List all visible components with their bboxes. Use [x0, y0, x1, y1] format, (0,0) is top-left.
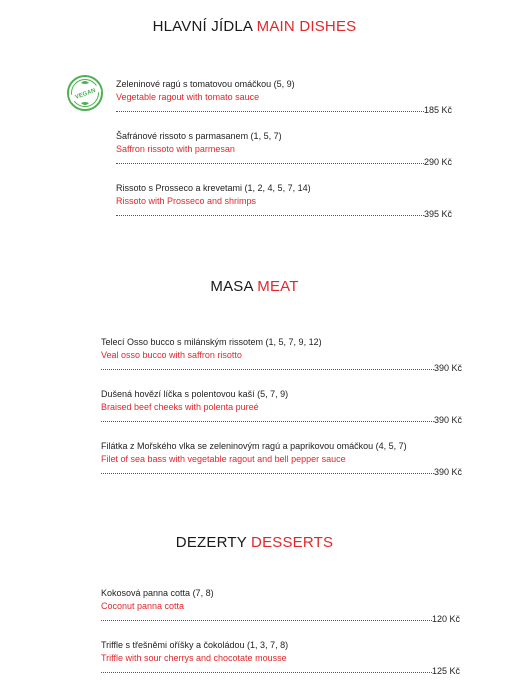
price-row [116, 157, 452, 167]
item-name-en: Triffle with sour cherrys and chocotate mousse [101, 653, 287, 663]
dotted-leader [101, 672, 460, 673]
item-name-en: Veal osso bucco with saffron risotto [101, 350, 242, 360]
item-price: 290 Kč [423, 157, 452, 167]
item-name-cz: Zeleninové ragú s tomatovou omáčkou (5, 9) [116, 79, 295, 89]
section-title-en: MEAT [257, 278, 299, 295]
vegan-badge-icon [66, 74, 104, 112]
item-price: 390 Kč [433, 415, 462, 425]
section-title-en: MAIN DISHES [256, 18, 357, 35]
price-row [116, 105, 452, 115]
dotted-leader [101, 620, 460, 621]
item-name-en: Saffron rissoto with parmesan [116, 144, 235, 154]
section-title-cz: DEZERTY [175, 534, 247, 551]
item-price: 390 Kč [433, 363, 462, 373]
item-name-en: Vegetable ragout with tomato sauce [116, 92, 260, 102]
price-row [116, 209, 452, 219]
item-name-cz: Kokosová panna cotta (7, 8) [101, 588, 214, 598]
item-name-cz: Dušená hovězí líčka s polentovou kaší (5, 7, 9) [101, 389, 289, 399]
dotted-leader [101, 369, 462, 370]
vegan-badge-text: VEGAN [74, 87, 97, 101]
item-name-cz: Filátka z Mořského vlka se zeleninovým ragú a paprikovou omáčkou (4, 5, 7) [101, 441, 407, 451]
dotted-leader [116, 111, 452, 112]
dotted-leader [101, 421, 462, 422]
item-name-cz: Šafránové rissoto s parmasanem (1, 5, 7) [116, 131, 282, 141]
menu-item [116, 78, 452, 115]
menu-item [101, 639, 460, 676]
menu-item [101, 336, 462, 373]
section-title-en: DESSERTS [251, 534, 334, 551]
section-title-main-dishes [0, 18, 509, 35]
section-title-desserts [0, 534, 509, 551]
item-price: 395 Kč [423, 209, 452, 219]
dotted-leader [101, 473, 462, 474]
item-name-cz: Telecí Osso bucco s milánským rissotem (1, 5, 7, 9, 12) [101, 337, 322, 347]
section-title-cz: MASA [210, 278, 253, 295]
section-title-cz: HLAVNÍ JÍDLA [152, 18, 253, 35]
price-row [101, 467, 462, 477]
item-name-cz: Rissoto s Prosseco a krevetami (1, 2, 4, 5, 7, 14) [116, 183, 311, 193]
menu-item [101, 440, 462, 477]
menu-item [101, 587, 460, 624]
price-row [101, 614, 460, 624]
item-name-en: Rissoto with Prosseco and shrimps [116, 196, 257, 206]
item-name-cz: Triffle s třešněmi oříšky a čokoládou (1, 3, 7, 8) [101, 640, 289, 650]
item-name-en: Coconut panna cotta [101, 601, 185, 611]
item-name-en: Braised beef cheeks with polenta pureé [101, 402, 259, 412]
menu-item [116, 182, 452, 219]
dotted-leader [116, 163, 452, 164]
price-row [101, 415, 462, 425]
item-price: 120 Kč [431, 614, 460, 624]
section-title-meat [0, 278, 509, 295]
item-name-en: Filet of sea bass with vegetable ragout and bell pepper sauce [101, 454, 346, 464]
item-price: 390 Kč [433, 467, 462, 477]
dotted-leader [116, 215, 452, 216]
item-price: 125 Kč [431, 666, 460, 676]
price-row [101, 363, 462, 373]
item-price: 185 Kč [423, 105, 452, 115]
price-row [101, 666, 460, 676]
menu-item [101, 388, 462, 425]
menu-item [116, 130, 452, 167]
